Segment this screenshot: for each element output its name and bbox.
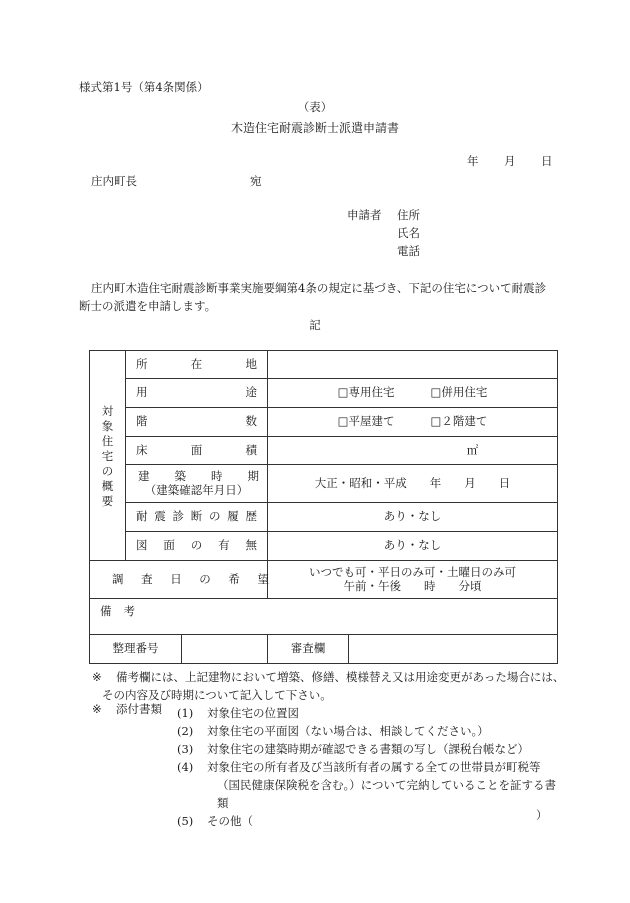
remarks-note-text: 備考欄には、上記建物において増築、修繕、模様替え又は用途変更があった場合には、その内容及び時期について記入して下さい。: [102, 670, 565, 702]
diagnosis-history-label: 耐 震 診 断 の 履 歴: [126, 503, 268, 532]
addressee-name: 庄内町長: [91, 174, 137, 188]
attachment-item: (5) その他（: [177, 814, 253, 828]
survey-date-label: 調 査 日 の 希 望: [90, 561, 268, 599]
drawings-field[interactable]: あり・なし: [268, 532, 558, 561]
use-option-combined[interactable]: □併用住宅: [430, 385, 488, 400]
location-label: 所 在 地: [126, 351, 268, 379]
survey-date-field[interactable]: [268, 561, 558, 599]
applicant-name-label: 氏名: [397, 226, 420, 240]
construction-date-label: 建 築 時 期 （建築確認年月日）: [126, 465, 268, 503]
target-house-group-label: 対象住宅の概要: [90, 351, 126, 561]
floors-option-two[interactable]: □２階建て: [430, 414, 488, 429]
floors-option-single[interactable]: □平屋建て: [337, 414, 395, 429]
ki-marker: 記: [309, 318, 321, 332]
review-label: 審査欄: [268, 635, 349, 663]
construction-date-field[interactable]: 大正・昭和・平成 年 月 日: [268, 465, 558, 503]
application-form-table: [89, 350, 558, 664]
form-number: 様式第1号（第4条関係）: [79, 80, 209, 94]
applicant-phone-label: 電話: [397, 244, 420, 258]
side-label: （表）: [297, 100, 333, 114]
date-year-label: 年: [467, 154, 479, 168]
applicant-label: 申請者: [347, 208, 382, 222]
use-options: [268, 379, 558, 408]
survey-day-options: いつでも可・平日のみ可・土曜日のみ可: [309, 564, 516, 579]
date-day-label: 日: [541, 154, 553, 168]
addressee-honorific: 宛: [250, 174, 262, 188]
reference-number-label: 整理番号: [90, 635, 182, 664]
applicant-address-label: 住所: [397, 208, 420, 222]
floor-area-label: 床 面 積: [126, 437, 268, 465]
attachment-item: (1) 対象住宅の位置図: [177, 706, 299, 720]
remarks-field[interactable]: [90, 599, 558, 635]
floors-options: [268, 408, 558, 437]
request-body-text: 庄内町木造住宅耐震診断事業実施要綱第4条の規定に基づき、下記の住宅について耐震診断士の派遣を申請します。: [79, 281, 547, 313]
document-title: 木造住宅耐震診断士派遣申請書: [230, 121, 399, 135]
attachments-list: [177, 704, 562, 830]
attachment-item: (3) 対象住宅の建築時期が確認できる書類の写し（課税台帳など）: [177, 742, 529, 756]
survey-time-options: 午前・午後 時 分頃: [343, 578, 482, 593]
review-cell[interactable]: [268, 635, 558, 664]
note-mark: ※: [92, 670, 102, 684]
floor-area-unit: ㎡: [466, 442, 479, 457]
attachments-label: 添付書類: [116, 702, 162, 716]
drawings-label: 図 面 の 有 無: [126, 532, 268, 561]
remarks-label: 備 考: [100, 604, 135, 618]
floors-label: 階 数: [126, 408, 268, 437]
attachment-item: (2) 対象住宅の平面図（ない場合は、相談してください。）: [177, 724, 489, 738]
other-close-paren: ）: [536, 808, 548, 822]
review-field[interactable]: [349, 635, 557, 663]
diagnosis-history-field[interactable]: あり・なし: [268, 503, 558, 532]
attachments-mark: ※: [92, 702, 102, 716]
construction-date-sublabel: （建築確認年月日）: [144, 482, 249, 497]
location-field[interactable]: [268, 351, 558, 379]
attachment-item: (4) 対象住宅の所有者及び当該所有者の属する全ての世帯員が町税等（国民健康保険税を含む。）について完納していることを証する書類: [177, 760, 557, 810]
reference-number-field[interactable]: [182, 635, 268, 664]
remarks-note: [92, 668, 572, 704]
use-option-dedicated[interactable]: □専用住宅: [337, 385, 395, 400]
floor-area-field[interactable]: [268, 437, 558, 465]
use-label: 用 途: [126, 379, 268, 408]
date-month-label: 月: [504, 154, 516, 168]
